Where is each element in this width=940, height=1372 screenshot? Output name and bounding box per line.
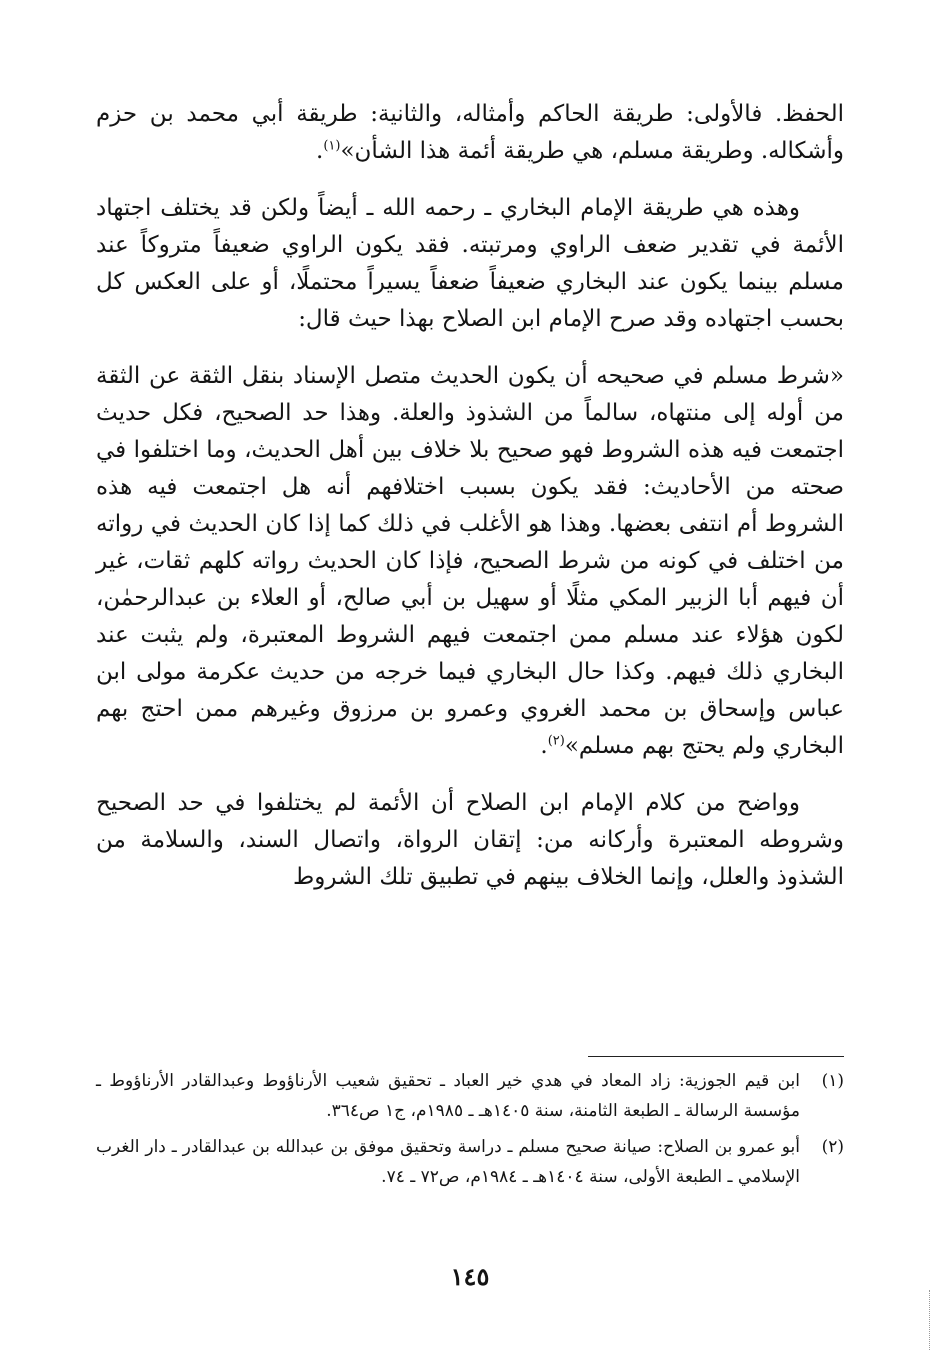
paragraph-1-text: الحفظ. فالأولى: طريقة الحاكم وأمثاله، والثانية: طريقة أبي محمد بن حزم وأشكاله. وطريقة مسلم، هي طريقة أئمة هذا الشأن»	[96, 101, 844, 164]
footnote-2	[96, 1132, 844, 1192]
quote-text: «شرط مسلم في صحيحه أن يكون الحديث متصل الإسناد بنقل الثقة عن الثقة من أوله إلى منتهاه، سالماً من الشذوذ والعلة. وهذا حد الصحيح، فكل حديث اجتمعت فيه هذه الشروط فهو صحيح بلا خلاف بين أهل الحديث، وما اختلفوا في صحته من الأحاديث: فقد يكون بسبب اختلافهم أنه هل اجتمعت فيه هذه الشروط أم انتفى بعضها. وهذا هو الأغلب في ذلك كما إذا كان الحديث في رواته من اختلف في كونه من شرط الصحيح، فإذا كان الحديث رواته كلهم ثقات، غير أن فيهم أبا الزبير المكي مثلًا أو سهيل بن أبي صالح، أو العلاء بن عبدالرحمٰن، لكون هؤلاء عند مسلم ممن اجتمعت فيهم الشروط المعتبرة، ولم يثبت عند البخاري ذلك فيهم. وكذا حال البخاري فيما خرجه من حديث عكرمة مولى ابن عباس وإسحاق بن محمد الغروي وعمرو بن مرزوق وغيرهم ممن احتج بهم البخاري ولم يحتج بهم مسلم»	[96, 363, 845, 759]
footnote-ref-1: (١)	[323, 138, 341, 154]
footnote-ref-2: (٢)	[547, 733, 565, 749]
footnote-text: ابن قيم الجوزية: زاد المعاد في هدي خير العباد ـ تحقيق شعيب الأرناؤوط وعبدالقادر الأرناؤوط ـ مؤسسة الرسالة ـ الطبعة الثامنة، سنة ١٤٠٥هـ ـ ١٩٨٥م، ج١ ص٣٦٤.	[96, 1071, 800, 1121]
footnote-divider	[588, 1056, 844, 1057]
paragraph-2: وهذه هي طريقة الإمام البخاري ـ رحمه الله ـ أيضاً ولكن قد يختلف اجتهاد الأئمة في تقدير ضعف الراوي ومرتبته. فقد يكون الراوي ضعيفاً متروكاً عند مسلم بينما يكون عند البخاري ضعيفاً ضعفاً يسيراً محتملًا، أو على العكس كل بحسب اجتهاده وقد صرح الإمام ابن الصلاح بهذا حيث قال:	[96, 195, 844, 332]
page-number: ١٤٥	[450, 1262, 490, 1291]
footnotes	[96, 1066, 844, 1198]
quote-end: .	[540, 733, 548, 759]
footnote-number: (١)	[821, 1071, 844, 1091]
main-text	[96, 96, 844, 916]
paragraph-4: وواضح من كلام الإمام ابن الصلاح أن الأئمة لم يختلفوا في حد الصحيح وشروطه المعتبرة وأركانه من: إتقان الرواة، واتصال السند، والسلامة من الشذوذ والعلل، وإنما الخلاف بينهم في تطبيق تلك الشروط	[96, 790, 844, 890]
footnote-1	[96, 1066, 844, 1126]
paragraph-1	[96, 96, 844, 170]
paragraph-1-end: .	[316, 138, 324, 164]
footnote-text: أبو عمرو بن الصلاح: صيانة صحيح مسلم ـ دراسة وتحقيق موفق بن عبدالله بن عبدالقادر ـ دار الغرب الإسلامي ـ الطبعة الأولى، سنة ١٤٠٤هـ ـ ١٩٨٤م، ص٧٢ ـ ٧٤.	[96, 1137, 800, 1187]
footnote-number: (٢)	[821, 1137, 844, 1157]
scan-edge-mark	[929, 1290, 932, 1350]
quote-paragraph	[96, 358, 844, 765]
